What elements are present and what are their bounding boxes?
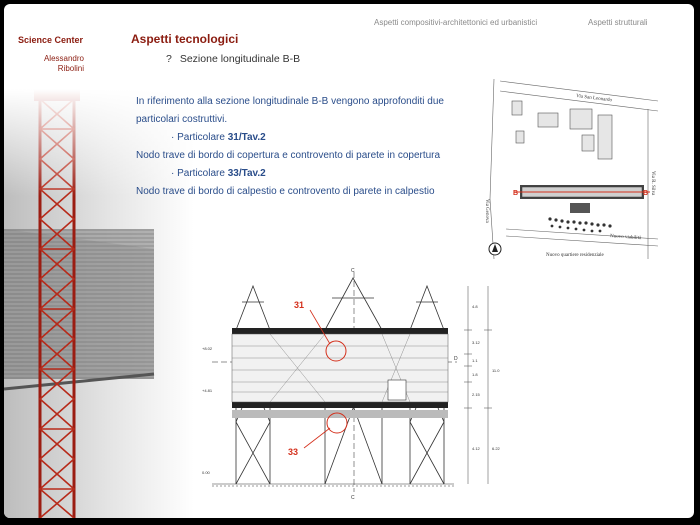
detail-ref[interactable]: 33/Tav.2 (227, 168, 266, 179)
author-last-name: Ribolini (57, 64, 84, 73)
dimension-value: 6.22 (492, 446, 500, 451)
level-label: +4.81 (202, 388, 213, 393)
brand-label: Science Center (18, 35, 84, 45)
detail-number: 33 (288, 447, 299, 457)
axis-label-bottom: C (351, 495, 355, 501)
nav-link-compositional[interactable]: Aspetti compositivi-architettonici ed urbanistici (374, 18, 538, 27)
description (136, 93, 446, 201)
district-label: Nuovo quartiere residenziale (546, 253, 604, 258)
site-plan (480, 79, 658, 259)
level-label: +8.02 (202, 346, 213, 351)
author-first-name: Alessandro (43, 54, 84, 63)
dimension-value: 3.12 (472, 340, 480, 345)
slide (4, 4, 694, 518)
detail-prefix: Particolare (177, 132, 228, 143)
author-name (18, 54, 84, 74)
side-label: D (454, 356, 458, 362)
detail-prefix: Particolare (177, 168, 228, 179)
nav-link-structural[interactable]: Aspetti strutturali (588, 18, 648, 27)
detail-number: 31 (294, 300, 305, 310)
detail-ref[interactable]: 31/Tav.2 (227, 132, 266, 143)
axis-label-top: C (351, 268, 355, 274)
list-bullet: · (171, 132, 175, 143)
list-item (136, 129, 446, 147)
dimension-chain (464, 286, 492, 484)
street-label-bottom: Nuovo viabilità (609, 234, 642, 242)
section-marker-left: B (513, 190, 519, 197)
detail-description: Nodo trave di bordo di copertura e controvento di parete in copertura (136, 150, 441, 161)
ground-line (212, 484, 454, 486)
dimension-value: 11.0 (492, 368, 500, 373)
section-drawing (192, 262, 524, 502)
dimension-value: 1.8 (472, 372, 478, 377)
subtitle-text: Sezione longitudinale B-B (179, 53, 301, 65)
dimension-value: 2.15 (472, 392, 480, 397)
dimension-values (472, 304, 501, 451)
section-marker-right: B (643, 190, 649, 197)
dimension-value: 4.12 (472, 446, 480, 451)
north-arrow-icon (489, 243, 501, 255)
subtitle (166, 53, 300, 65)
list-bullet: · (171, 168, 175, 179)
intro-paragraph: In riferimento alla sezione longitudinale B-B vengono approfonditi due particolari costruttivi. (136, 96, 444, 125)
street-label-top: Via San Leonardo (575, 94, 613, 104)
detail-description: Nodo trave di bordo di calpestio e controvento di parete in calpestio (136, 186, 435, 197)
street-label-left: Via Genova (484, 199, 489, 223)
subtitle-bullet: ? (166, 53, 172, 65)
detail-callout-33[interactable] (288, 413, 347, 457)
dimension-value: 1.1 (472, 358, 478, 363)
dimension-value: 4.8 (472, 304, 478, 309)
page-title: Aspetti tecnologici (131, 32, 239, 46)
street-label-right: Via R. Silva (650, 171, 655, 196)
level-label: 0.00 (202, 470, 210, 475)
list-item (136, 165, 446, 183)
